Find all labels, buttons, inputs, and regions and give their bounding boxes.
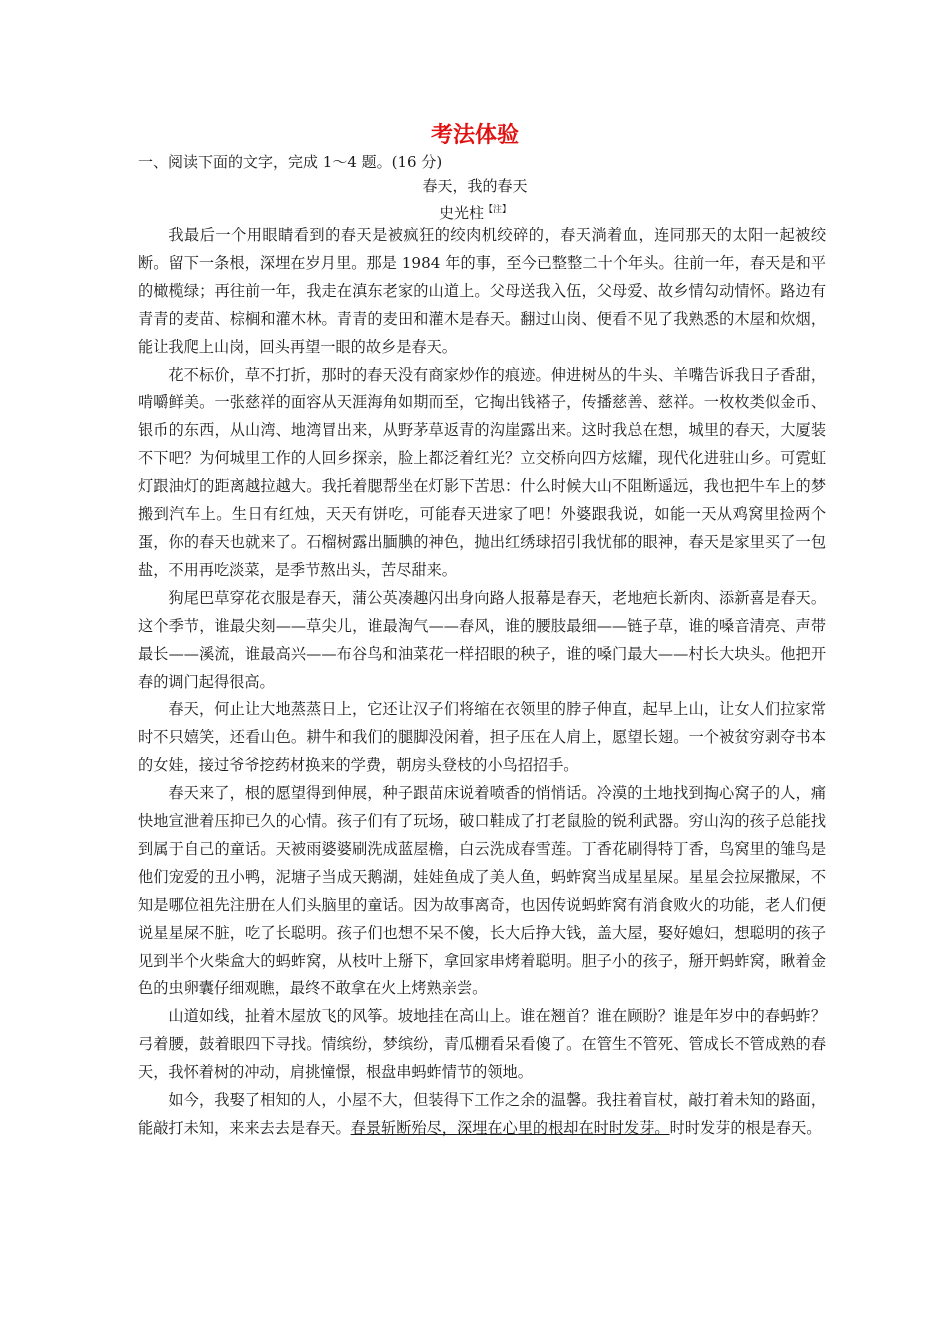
- essay-title: 春天，我的春天: [422, 177, 528, 195]
- last-paragraph-text: 如今，我娶了相知的人，小屋不大，但装得下工作之余的温馨。我拄着盲杖，敲打着未知的路面，能敲打未知，来来去去是春天。: [138, 1091, 826, 1137]
- paragraph: 春天，何止让大地蒸蒸日上，它还让汉子们将缩在衣领里的脖子伸直，起早上山，让女人们拉家常时不只嬉笑，还看山色。耕牛和我们的腿脚没闲着，担子压在人肩上，愿望长翅。一个被贫穷剥夺书本的女娃，接过爷爷挖药材换来的学费，朝房头登枝的小鸟招招手。: [138, 700, 826, 775]
- essay-author: [0, 198, 950, 225]
- underlined-sentence: 春景斩断殆尽，深埋在心里的根却在时时发芽。: [350, 1119, 670, 1137]
- question-instruction: 一、阅读下面的文字，完成 1～4 题。(16 分): [138, 153, 443, 171]
- paragraph: 狗尾巴草穿花衣服是春天，蒲公英凑趣闪出身向路人报幕是春天，老地疤长新肉、添新喜是春天。这个季节，谁最尖刻——草尖儿，谁最淘气——春风，谁的腰肢最细——链子草，谁的嗓音清亮、声带最长——溪流，谁最高兴——布谷鸟和油菜花一样招眼的秧子，谁的嗓门最大——村长大块头。他把开春的调门起得很高。: [138, 588, 826, 691]
- author-name: 史光柱: [438, 204, 484, 222]
- paragraph: 春天来了，根的愿望得到伸展，种子跟苗床说着喷香的悄悄话。冷漠的土地找到掏心窝子的人，痛快地宣泄着压抑已久的心情。孩子们有了玩场，破口鞋成了打老鼠脸的锐利武器。穷山沟的孩子总能找到属于自己的童话。天被雨婆婆刷洗成蓝屋檐，白云洗成春雪莲。丁香花刷得特丁香，鸟窝里的雏鸟是他们宠爱的丑小鸭，泥塘子当成天鹅湖，娃娃鱼成了美人鱼，蚂蚱窝当成星星屎。星星会拉屎撒屎，不知是哪位祖先注册在人们头脑里的童话。因为故事离奇，也因传说蚂蚱窝有消食败火的功能，老人们便说星星屎不脏，吃了长聪明。孩子们也想不呆不傻，长大后挣大钱，盖大屋，娶好媳妇，想聪明的孩子见到半个火柴盒大的蚂蚱窝，从枝叶上掰下，拿回家串烤着聪明。胆子小的孩子，掰开蚂蚱窝，瞅着金色的虫卵囊仔细观瞧，最终不敢拿在火上烤熟亲尝。: [138, 784, 826, 998]
- author-note-marker: 【注】: [484, 205, 512, 215]
- page-title: 考法体验: [430, 123, 519, 148]
- paragraph: 山道如线，扯着木屋放飞的风筝。坡地挂在高山上。谁在翘首？谁在顾盼？谁是年岁中的春蚂蚱？弓着腰，鼓着眼四下寻找。情缤纷，梦缤纷，青瓜棚看呆看傻了。在管生不管死、管成长不管成熟的春天，我怀着树的冲动，肩挑憧憬，根盘串蚂蚱情节的领地。: [138, 1007, 826, 1082]
- last-paragraph-ending: 时时发芽的根是春天。: [669, 1119, 822, 1137]
- paragraph-last: [138, 1087, 826, 1143]
- paragraph: 花不标价，草不打折，那时的春天没有商家炒作的痕迹。伸进树丛的牛头、羊嘴告诉我日子香甜，啃嚼鲜美。一张慈祥的面容从天涯海角如期而至，它掏出钱褡子，传播慈善、慈祥。一枚枚类似金币、银币的东西，从山湾、地湾冒出来，从野茅草返青的沟崖露出来。这时我总在想，城里的春天，大厦装不下吧？为何城里工作的人回乡探亲，脸上都泛着红光？立交桥向四方炫耀，现代化进驻山乡。可霓虹灯跟油灯的距离越拉越大。我托着腮帮坐在灯影下苦思：什么时候大山不阻断遥远，我也把牛车上的梦搬到汽车上。生日有红烛，天天有饼吃，可能春天进家了吧！外婆跟我说，如能一天从鸡窝里捡两个蛋，你的春天也就来了。石榴树露出腼腆的神色，抛出红绣球招引我忧郁的眼神，春天是家里买了一包盐，不用再吃淡菜，是季节熬出头，苦尽甜来。: [138, 365, 826, 579]
- essay-body: [138, 222, 826, 1143]
- paragraph: 我最后一个用眼睛看到的春天是被疯狂的绞肉机绞碎的，春天淌着血，连同那天的太阳一起被绞断。留下一条根，深埋在岁月里。那是 1984 年的事，至今已整整二十个年头。往前一年，春天是和平的橄榄绿；再往前一年，我走在滇东老家的山道上。父母送我入伍，父母爱、故乡情勾动情怀。路边有青青的麦苗、棕榈和灌木林。青青的麦田和灌木是春天。翻过山岗、便看不见了我熟悉的木屋和炊烟，能让我爬上山岗，回头再望一眼的故乡是春天。: [138, 226, 826, 356]
